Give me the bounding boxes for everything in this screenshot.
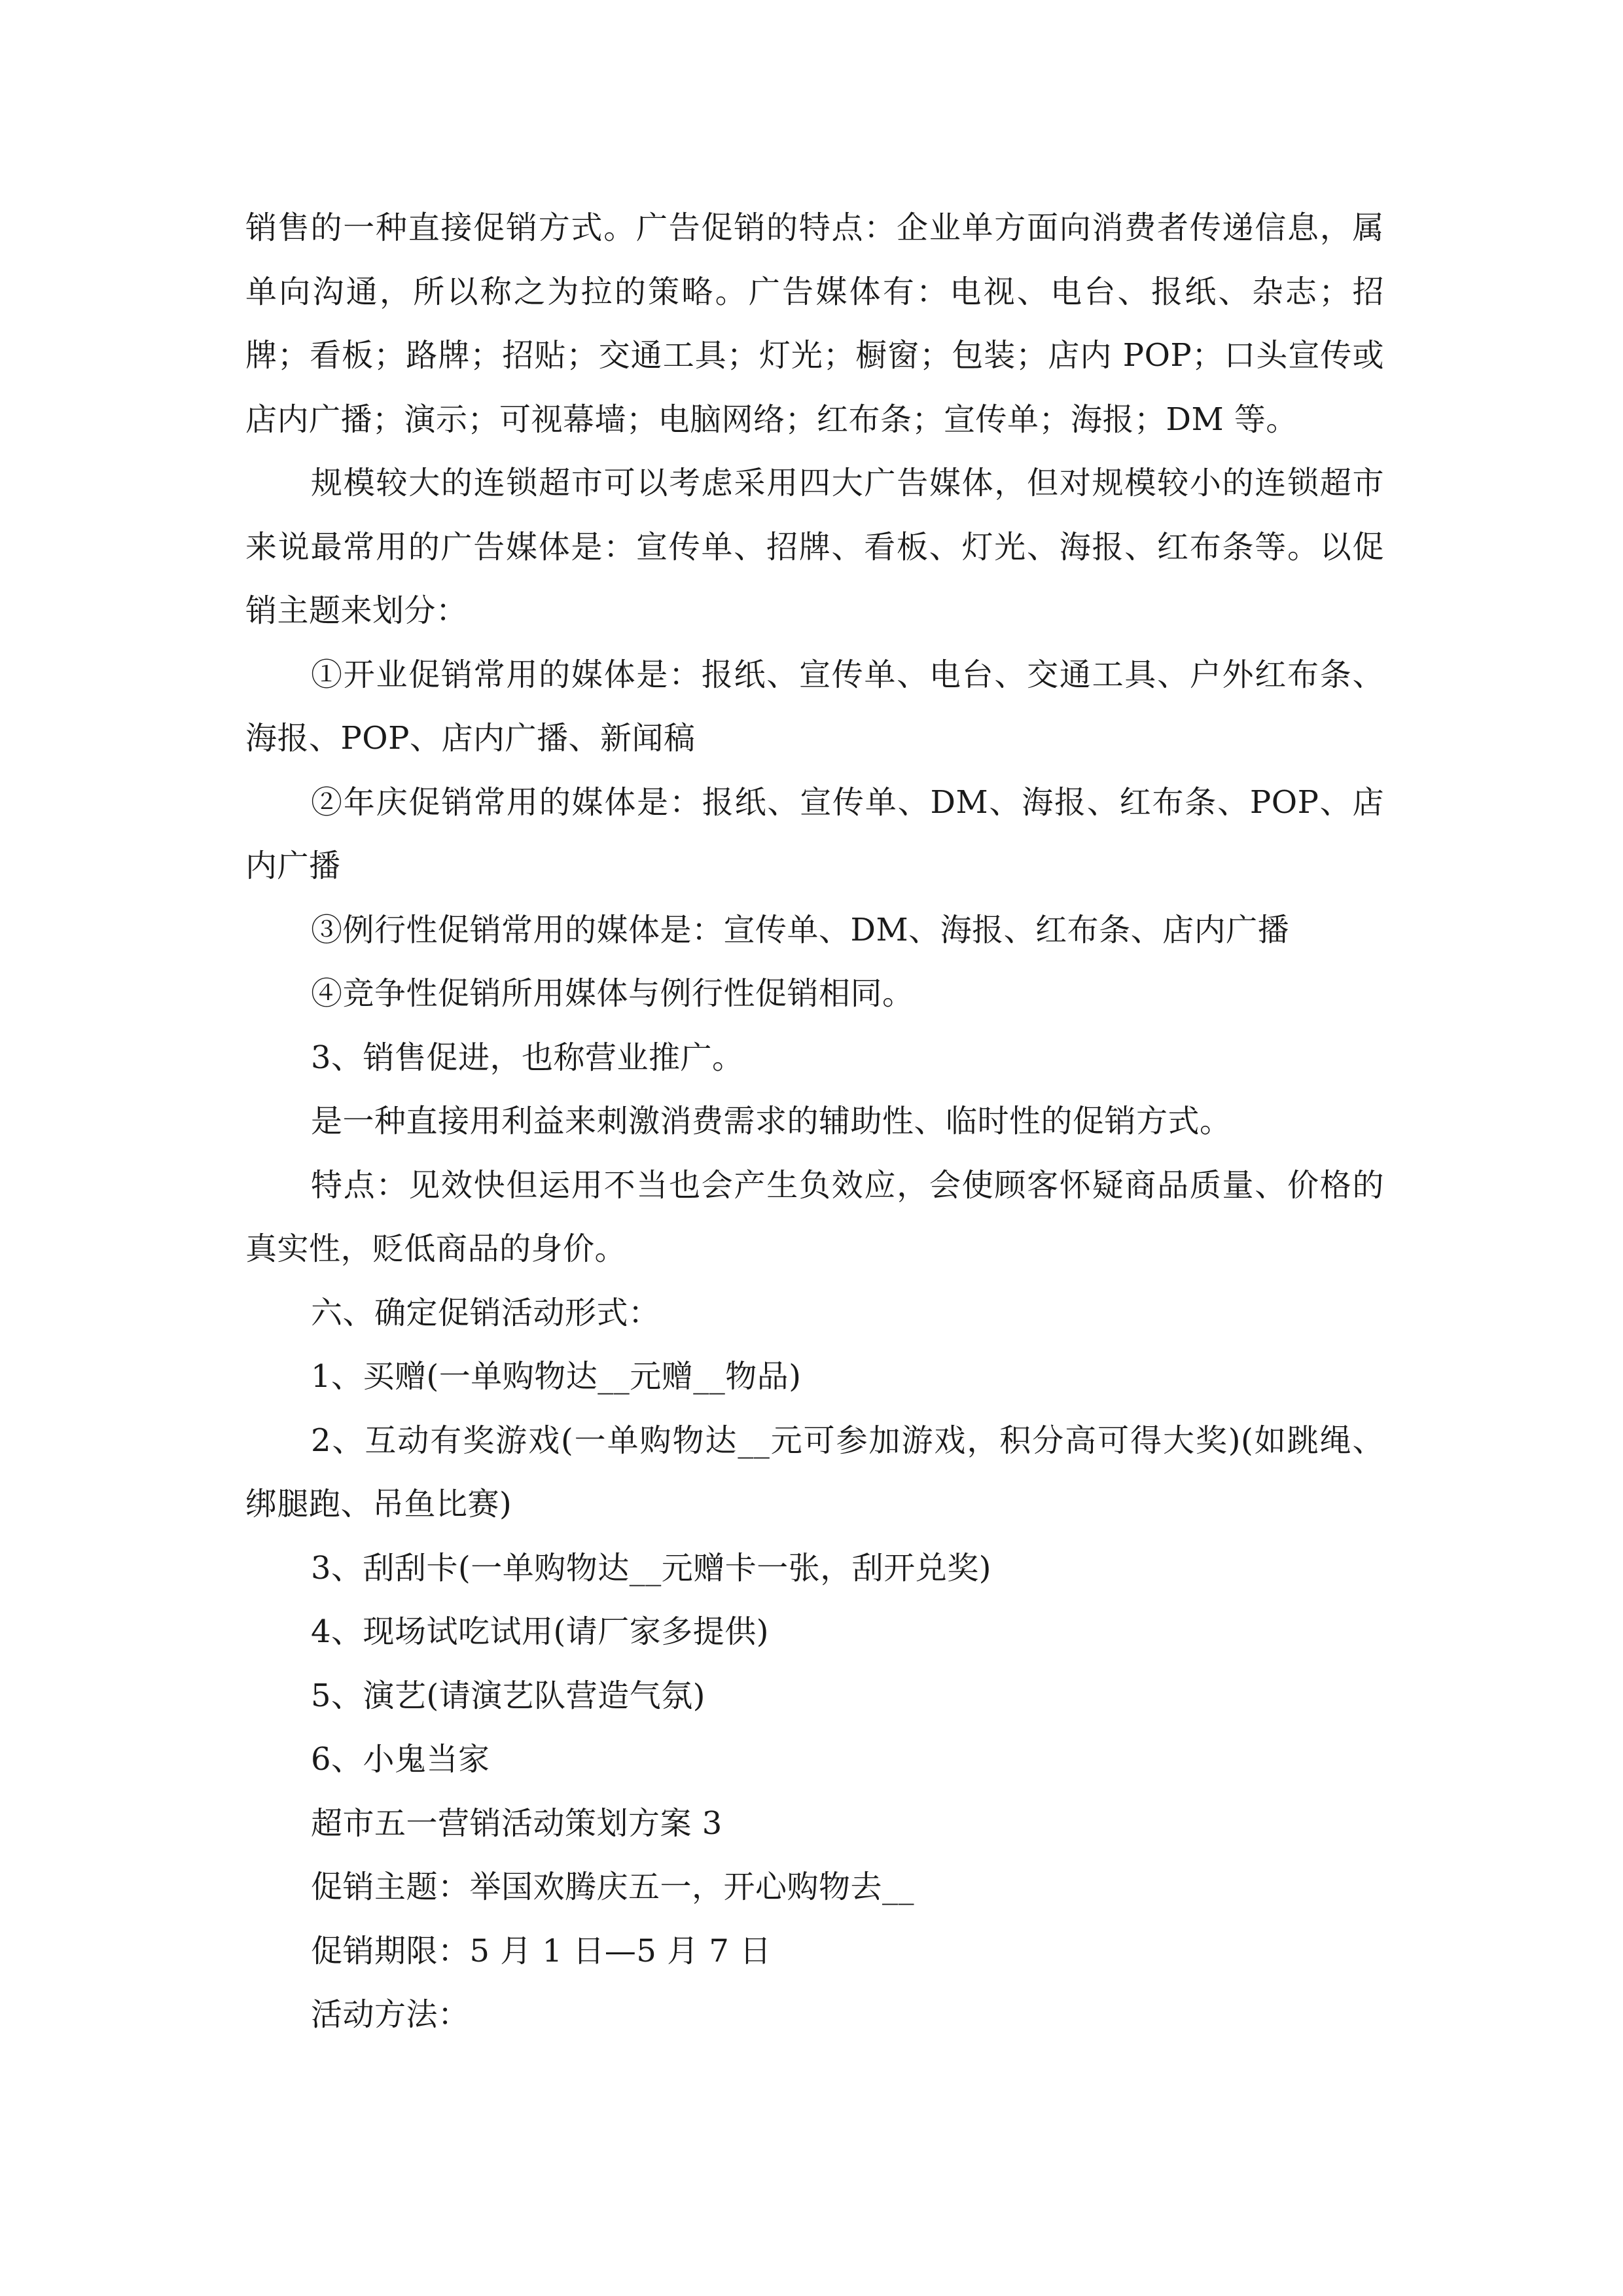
promo-theme: 促销主题：举国欢腾庆五一，开心购物去__ [311, 1869, 915, 1905]
list-item-tasting: 4、现场试吃试用(请厂家多提供) [311, 1613, 769, 1650]
activity-method-heading: 活动方法： [311, 1996, 470, 2033]
paragraph-sales-promotion-features: 特点：见效快但运用不当也会产生负效应，会使顾客怀疑商品质量、价格的真实性，贬低商品的身价。 [245, 1166, 1384, 1267]
paragraph-sales-promotion-definition: 是一种直接用利益来刺激消费需求的辅助性、临时性的促销方式。 [311, 1103, 1232, 1139]
document-body [245, 196, 1384, 2047]
paragraph-competitive-promo: ④竞争性促销所用媒体与例行性促销相同。 [311, 975, 914, 1012]
list-item-kids-in-charge: 6、小鬼当家 [311, 1741, 490, 1778]
promo-period: 促销期限：5 月 1 日—5 月 7 日 [311, 1932, 772, 1969]
paragraph-anniversary-promo: ②年庆促销常用的媒体是：报纸、宣传单、DM、海报、红布条、POP、店内广播 [245, 783, 1384, 884]
list-item-interactive-games: 2、互动有奖游戏(一单购物达__元可参加游戏，积分高可得大奖)(如跳绳、绑腿跑、吊鱼比赛) [245, 1422, 1384, 1522]
paragraph-routine-promo: ③例行性促销常用的媒体是：宣传单、DM、海报、红布条、店内广播 [311, 911, 1290, 948]
list-item-gift-with-purchase: 1、买赠(一单购物达__元赠__物品) [311, 1358, 802, 1395]
list-item-scratch-card: 3、刮刮卡(一单购物达__元赠卡一张，刮开兑奖) [311, 1549, 991, 1587]
section-heading-promo-forms: 六、确定促销活动形式： [311, 1294, 660, 1331]
paragraph-opening-promo: ①开业促销常用的媒体是：报纸、宣传单、电台、交通工具、户外红布条、海报、POP、店内广播、新闻稿 [245, 656, 1384, 757]
paragraph-sales-promotion: 3、销售促进，也称营业推广。 [311, 1039, 744, 1076]
list-item-performance: 5、演艺(请演艺队营造气氛) [311, 1677, 705, 1714]
paragraph-chain-store-media: 规模较大的连锁超市可以考虑采用四大广告媒体，但对规模较小的连锁超市来说最常用的广告媒体是：宣传单、招牌、看板、灯光、海报、红布条等。以促销主题来划分： [245, 465, 1384, 629]
paragraph-ad-media: 销售的一种直接促销方式。广告促销的特点：企业单方面向消费者传递信息，属单向沟通，所以称之为拉的策略。广告媒体有：电视、电台、报纸、杂志；招牌；看板；路牌；招贴；交通工具；灯光；橱窗；包装；店内 POP；口头宣传或店内广播；演示；可视幕墙；电脑网络；红布条；宣传单；海报；DM 等。 [245, 209, 1384, 438]
plan-title: 超市五一营销活动策划方案 3 [311, 1804, 722, 1842]
